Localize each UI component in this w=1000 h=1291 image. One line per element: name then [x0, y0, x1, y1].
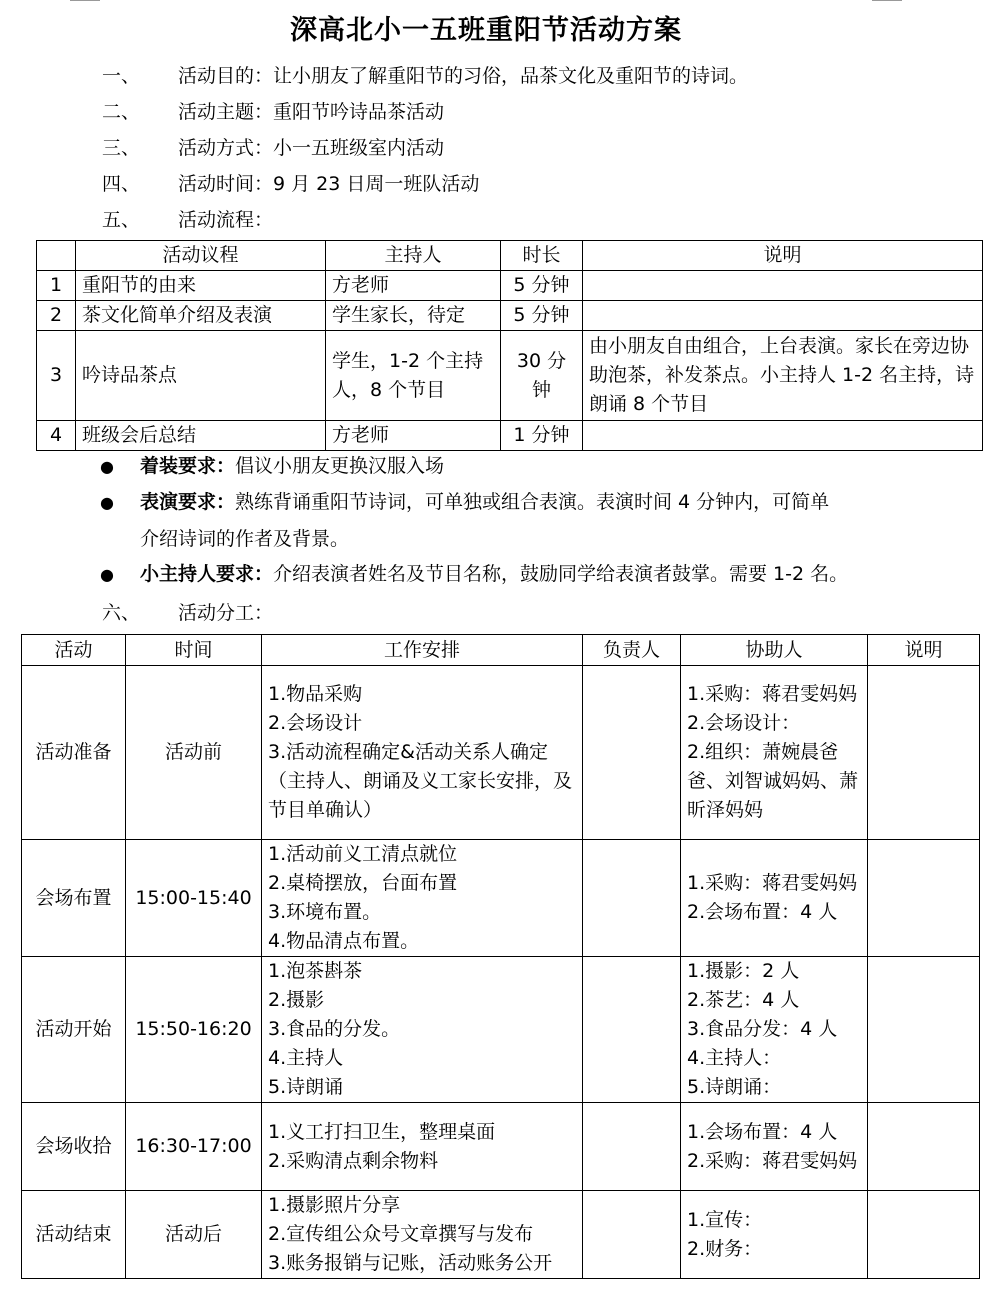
bullet-text: 倡议小朋友更换汉服入场 [235, 455, 445, 477]
helpers-cell [681, 666, 868, 840]
header-cell: 时间 [126, 635, 262, 666]
row-number: 4 [37, 421, 76, 451]
note-cell [868, 1191, 980, 1279]
section-text: 活动时间：9 月 23 日周一班队活动 [178, 173, 480, 195]
task-item: 1.泡茶斟茶 [268, 960, 363, 982]
tasks-cell [262, 840, 583, 957]
owner-cell [583, 1191, 681, 1279]
task-item: 1.活动前义工清点就位 [268, 843, 458, 865]
bullet-label: 着装要求： [140, 455, 236, 477]
host-cell: 方老师 [326, 421, 501, 451]
section-number: 六、 [102, 602, 141, 624]
header-cell: 协助人 [681, 635, 868, 666]
helper-item: 1.采购：蒋君雯妈妈 [687, 872, 858, 894]
note-cell [583, 301, 983, 331]
bullet-dot: ● [100, 493, 114, 512]
bullet-label: 小主持人要求： [140, 563, 274, 585]
section-3 [102, 134, 444, 162]
agenda-cell: 吟诗品茶点 [76, 331, 326, 421]
division-table [21, 634, 980, 1279]
bullet-performance [100, 484, 829, 557]
task-item: 1.摄影照片分享 [268, 1194, 401, 1216]
tasks-cell [262, 957, 583, 1103]
activity-cell: 活动开始 [22, 957, 126, 1103]
section-number: 五、 [102, 209, 141, 231]
section-number: 二、 [102, 101, 141, 123]
task-item: 2.桌椅摆放，台面布置 [268, 872, 458, 894]
time-cell: 15:50-16:20 [126, 957, 262, 1103]
section-4 [102, 170, 479, 198]
owner-cell [583, 1103, 681, 1191]
section-number: 一、 [102, 65, 141, 87]
duration-cell: 1 分钟 [501, 421, 583, 451]
header-cell: 活动 [22, 635, 126, 666]
section-number: 三、 [102, 137, 141, 159]
table-row [37, 421, 983, 451]
helper-item: 2.会场布置：4 人 [687, 901, 838, 923]
bullet-dress-code [100, 448, 444, 485]
header-cell [37, 241, 76, 271]
owner-cell [583, 840, 681, 957]
section-text: 活动主题：重阳节吟诗品茶活动 [178, 101, 445, 123]
task-item: 1.义工打扫卫生，整理桌面 [268, 1120, 496, 1143]
header-cell: 时长 [501, 241, 583, 271]
helper-item: 2.财务： [687, 1237, 763, 1260]
table-row [22, 1191, 980, 1279]
task-item: 5.诗朗诵 [268, 1076, 344, 1098]
task-item: 3.活动流程确定&活动关系人确定（主持人、朗诵及义工家长安排，及节目单确认） [268, 741, 573, 821]
table-row [22, 666, 980, 840]
agenda-cell: 班级会后总结 [76, 421, 326, 451]
tasks-cell [262, 666, 583, 840]
time-cell: 活动前 [126, 666, 262, 840]
page-corner-mark-left [70, 0, 100, 1]
bullet-dot: ● [100, 565, 114, 584]
helper-item: 1.摄影：2 人 [687, 960, 800, 982]
note-cell [868, 840, 980, 957]
task-item: 2.会场设计 [268, 712, 363, 734]
header-cell: 说明 [583, 241, 983, 271]
row-number: 3 [37, 331, 76, 421]
section-1 [102, 62, 748, 90]
time-cell: 活动后 [126, 1191, 262, 1279]
helper-item: 4.主持人： [687, 1047, 782, 1069]
section-5 [102, 206, 273, 234]
table-row [37, 271, 983, 301]
activity-cell: 活动准备 [22, 666, 126, 840]
task-item: 4.主持人 [268, 1047, 344, 1069]
duration-cell: 5 分钟 [501, 271, 583, 301]
section-6 [102, 599, 273, 627]
time-cell: 16:30-17:00 [126, 1103, 262, 1191]
tasks-cell [262, 1103, 583, 1191]
row-number: 2 [37, 301, 76, 331]
helper-item: 2.组织：萧婉晨爸爸、刘智诚妈妈、萧昕泽妈妈 [687, 741, 859, 821]
time-cell: 15:00-15:40 [126, 840, 262, 957]
owner-cell [583, 666, 681, 840]
bullet-continuation: 介绍诗词的作者及背景。 [140, 528, 350, 550]
bullet-host-requirements [100, 556, 848, 593]
table-row [37, 301, 983, 331]
activity-cell: 活动结束 [22, 1191, 126, 1279]
helper-item: 2.会场设计： [687, 712, 801, 734]
helper-item: 1.宣传： [687, 1208, 763, 1231]
task-item: 1.物品采购 [268, 683, 363, 705]
row-number: 1 [37, 271, 76, 301]
task-item: 2.宣传组公众号文章撰写与发布 [268, 1223, 534, 1245]
header-cell: 负责人 [583, 635, 681, 666]
header-cell: 说明 [868, 635, 980, 666]
host-cell: 学生，1-2 个主持人，8 个节目 [326, 331, 501, 421]
helpers-cell [681, 840, 868, 957]
owner-cell [583, 957, 681, 1103]
helper-item: 3.食品分发：4 人 [687, 1018, 838, 1040]
task-item: 2.采购清点剩余物料 [268, 1149, 439, 1172]
task-item: 2.摄影 [268, 989, 325, 1011]
section-text: 活动分工： [178, 602, 274, 624]
bullet-text: 熟练背诵重阳节诗词，可单独或组合表演。表演时间 4 分钟内，可简单 [235, 491, 830, 513]
header-cell: 工作安排 [262, 635, 583, 666]
helper-item: 5.诗朗诵： [687, 1076, 782, 1098]
note-cell [583, 421, 983, 451]
host-cell: 学生家长，待定 [326, 301, 501, 331]
section-text: 活动流程： [178, 209, 274, 231]
task-item: 3.环境布置。 [268, 901, 382, 923]
section-text: 活动方式：小一五班级室内活动 [178, 137, 445, 159]
section-2 [102, 98, 444, 126]
agenda-cell: 重阳节的由来 [76, 271, 326, 301]
table-row [22, 840, 980, 957]
bullet-dot: ● [100, 457, 114, 476]
activity-cell: 会场收拾 [22, 1103, 126, 1191]
note-cell [868, 666, 980, 840]
bullet-text: 介绍表演者姓名及节目名称，鼓励同学给表演者鼓掌。需要 1-2 名。 [273, 563, 849, 585]
table-row [22, 1103, 980, 1191]
table-row [37, 331, 983, 421]
note-cell [583, 271, 983, 301]
helper-item: 1.会场布置：4 人 [687, 1120, 838, 1143]
helper-item: 1.采购：蒋君雯妈妈 [687, 683, 858, 705]
page-title: 深高北小一五班重阳节活动方案 [290, 15, 682, 46]
header-cell: 主持人 [326, 241, 501, 271]
section-number: 四、 [102, 173, 141, 195]
tasks-cell [262, 1191, 583, 1279]
helpers-cell [681, 1191, 868, 1279]
flow-table [36, 240, 983, 451]
helper-item: 2.采购：蒋君雯妈妈 [687, 1149, 858, 1172]
table-header-row [37, 241, 983, 271]
note-cell: 由小朋友自由组合，上台表演。家长在旁边协助泡茶，补发茶点。小主持人 1-2 名主持，诗朗诵 8 个节目 [583, 331, 983, 421]
helpers-cell [681, 957, 868, 1103]
section-text: 活动目的：让小朋友了解重阳节的习俗，品茶文化及重阳节的诗词。 [178, 65, 749, 87]
task-item: 4.物品清点布置。 [268, 930, 420, 952]
task-item: 3.账务报销与记账，活动账务公开 [268, 1252, 553, 1274]
page-corner-mark-right [872, 0, 902, 1]
helpers-cell [681, 1103, 868, 1191]
host-cell: 方老师 [326, 271, 501, 301]
table-row [22, 957, 980, 1103]
duration-cell: 5 分钟 [501, 301, 583, 331]
duration-cell: 30 分钟 [501, 331, 583, 421]
agenda-cell: 茶文化简单介绍及表演 [76, 301, 326, 331]
table-header-row [22, 635, 980, 666]
note-cell [868, 1103, 980, 1191]
task-item: 3.食品的分发。 [268, 1018, 401, 1040]
bullet-label: 表演要求： [140, 491, 236, 513]
note-cell [868, 957, 980, 1103]
activity-cell: 会场布置 [22, 840, 126, 957]
header-cell: 活动议程 [76, 241, 326, 271]
helper-item: 2.茶艺：4 人 [687, 989, 800, 1011]
